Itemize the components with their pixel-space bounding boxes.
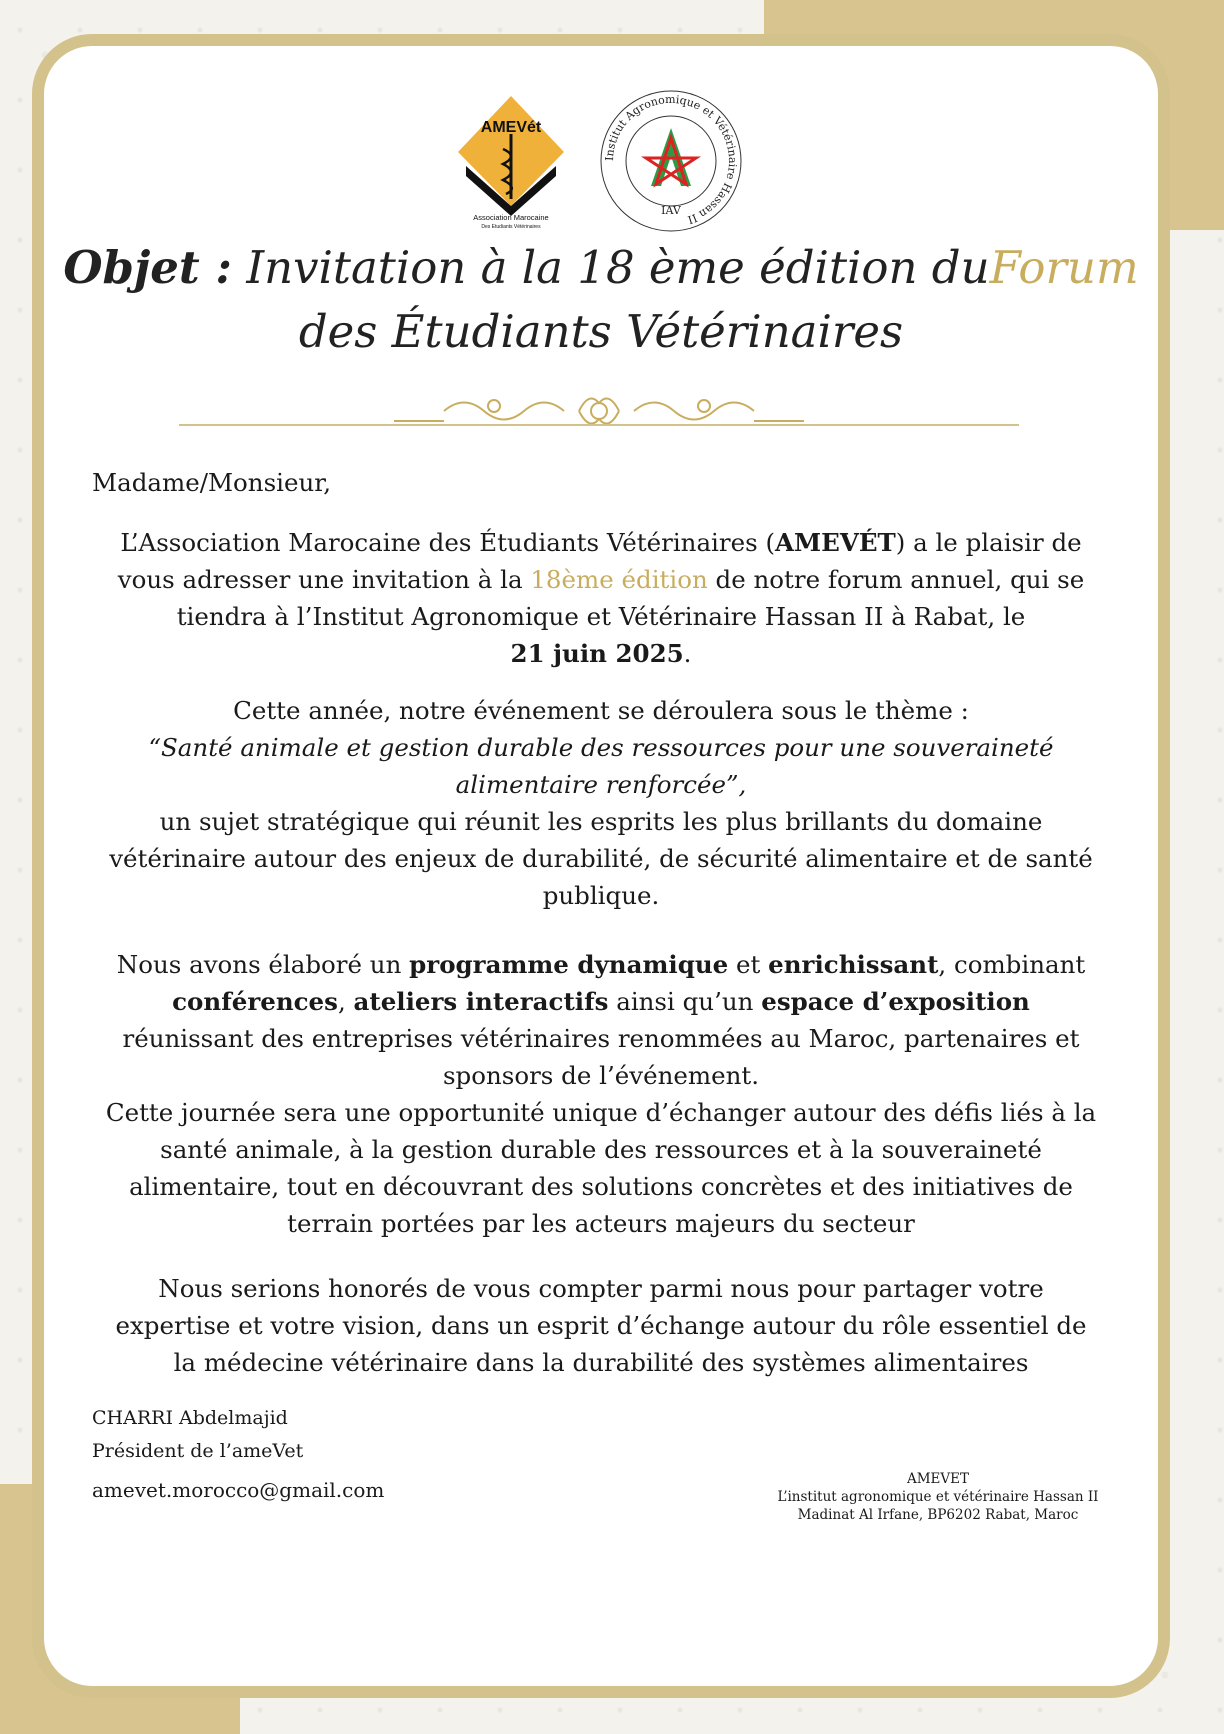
amevet-logo-text: AMEVét [480, 118, 542, 136]
title-forum: Forum [989, 241, 1139, 294]
title-line2: des Étudiants Vétérinaires [298, 305, 904, 358]
contact-email[interactable]: amevet.morocco@gmail.com [92, 1478, 385, 1502]
title-objet: Objet : [63, 241, 232, 294]
address-line1: AMEVET [906, 1471, 970, 1487]
iav-logo [596, 86, 746, 236]
p3-e: ainsi qu’un [608, 987, 762, 1016]
p1-edition: 18ème édition [530, 565, 708, 594]
p1-c: de notre forum annuel, qui se tiendra à l’Institut Agronomique et Vétérinaire Hassan II à Rabat, le [176, 565, 1085, 631]
letter-title [44, 236, 1158, 364]
amevet-caption-1: Association Marocaine [473, 212, 549, 222]
invitation-letter [32, 34, 1170, 1698]
salutation: Madame/Monsieur, [92, 468, 332, 497]
ornament-icon [384, 386, 814, 436]
signatory-role: Président de l’ameVet [92, 1440, 304, 1462]
amevet-caption-2: Des Etudiants Vétérinaires [481, 223, 541, 229]
p3-esp: espace d’exposition [761, 987, 1030, 1016]
p2-theme: “Santé animale et gestion durable des ressources pour une souveraineté alimentaire renforcée”, [148, 733, 1054, 799]
address-block [758, 1470, 1118, 1524]
paragraph-intro [104, 524, 1098, 672]
paragraph-program [104, 946, 1098, 1242]
p3-prog: programme dynamique [409, 950, 729, 979]
address-line3: Madinat Al Irfane, BP6202 Rabat, Maroc [797, 1507, 1079, 1523]
p3-enr: enrichissant [768, 950, 939, 979]
p1-a: L’Association Marocaine des Étudiants Vétérinaires ( [120, 528, 776, 557]
p3-f: réunissant des entreprises vétérinaires renommées au Maroc, partenaires et sponsors de l’événement. [122, 1024, 1080, 1090]
logos-row [44, 86, 1158, 236]
p3-c: , combinant [938, 950, 1086, 979]
address-line2: L’institut agronomique et vétérinaire Hassan II [777, 1489, 1099, 1505]
p3-conf: conférences [172, 987, 338, 1016]
p3-b: et [728, 950, 769, 979]
signatory-name: CHARRI Abdelmajid [92, 1407, 288, 1429]
p1-amevet: AMEVÉT [775, 528, 896, 557]
p3-d: , [337, 987, 354, 1016]
p1-b: ) a le plaisir de vous adresser une invitation à la [117, 528, 1082, 594]
p3-ate: ateliers interactifs [353, 987, 609, 1016]
p3-g: Cette journée sera une opportunité unique d’échanger autour des défis liés à la santé animale, à la gestion durable des ressources et à la souveraineté alimentaire, tout en découvrant des solutions concrètes et des initiatives de terrain portées par les acteurs majeurs du secteur [105, 1098, 1097, 1238]
p2-b: un sujet stratégique qui réunit les esprits les plus brillants du domaine vétérinaire autour des enjeux de durabilité, de sécurité alimentaire et de santé publique. [109, 807, 1093, 910]
signature-block [92, 1402, 303, 1468]
paragraph-closing: Nous serions honorés de vous compter parmi nous pour partager votre expertise et votre vision, dans un esprit d’échange autour du rôle essentiel de la médecine vétérinaire dans la durabilité des systèmes alimentaires [115, 1274, 1087, 1377]
paragraph-theme [104, 692, 1098, 914]
title-divider [179, 424, 1019, 426]
iav-label: IAV [661, 204, 681, 217]
iav-ring-text: Institut Agronomique et Vétérinaire Hassan II [602, 92, 740, 227]
p3-a: Nous avons élaboré un [116, 950, 410, 979]
p1-d: . [683, 639, 692, 668]
p1-date: 21 juin 2025 [510, 639, 684, 668]
title-line1: Invitation à la 18 ème édition du [246, 241, 990, 294]
p2-a: Cette année, notre événement se déroulera sous le thème : [233, 696, 969, 725]
amevet-logo [456, 94, 566, 229]
